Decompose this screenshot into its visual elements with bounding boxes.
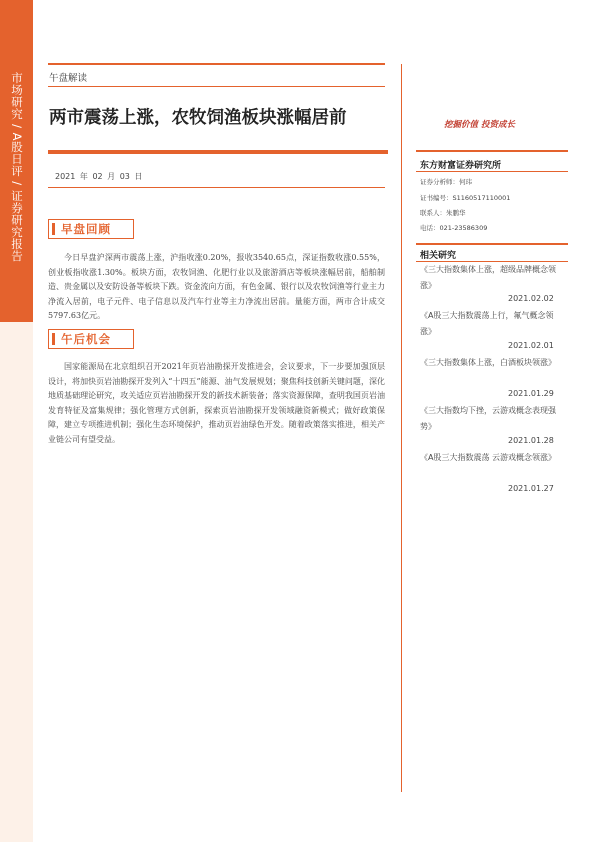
section-heading-morning-review xyxy=(48,219,134,239)
page-title: 两市震荡上涨，农牧饲渔板块涨幅居前 xyxy=(49,108,347,128)
right-rule-related xyxy=(416,243,568,245)
sidebar-banner xyxy=(0,0,33,322)
contact-phone: 电话：021-23586309 xyxy=(420,224,488,232)
section-heading-afternoon-opportunity xyxy=(48,329,134,349)
related-item-date: 2021.01.28 xyxy=(508,436,554,445)
right-rule-top xyxy=(416,150,568,152)
section-heading-text: 早盘回顾 xyxy=(61,222,111,236)
heading-marker xyxy=(52,333,55,345)
research-institute-name: 东方财富证券研究所 xyxy=(420,161,502,171)
related-item-title[interactable]: 《三大指数均下挫，云游戏概念表现强势》 xyxy=(420,406,556,431)
header-rule-bottom xyxy=(48,86,385,87)
date-rule xyxy=(48,187,385,188)
section-heading-text: 午后机会 xyxy=(61,332,111,346)
section-label: 午盘解读 xyxy=(49,73,88,84)
related-item-date: 2021.02.02 xyxy=(508,294,554,303)
column-divider xyxy=(401,64,402,792)
header-rule-top xyxy=(48,63,385,65)
certificate-number: 证书编号：S1160517110001 xyxy=(420,194,511,202)
related-item-title[interactable]: 《A股三大指数震荡上行，氟气概念领涨》 xyxy=(420,311,554,336)
related-item-title[interactable]: 《三大指数集体上涨，超级品牌概念领涨》 xyxy=(420,265,556,290)
report-date: 2021 年 02 月 03 日 xyxy=(55,172,143,181)
analyst-name: 证券分析师：何玮 xyxy=(420,178,472,186)
afternoon-opportunity-body: 国家能源局在北京组织召开2021年页岩油勘探开发推进会，会议要求，下一步要加强顶层设计，将加快页岩油勘探开发列入“十四五”能源、油气发展规划；聚焦科技创新关键问题，深化地质基础理论研究，攻关适应页岩油勘探开发的新技术新装备；落实资源保障，查明我国页岩油发育特征及富集规律；强化管理方式创新，探索页岩油勘探开发领域融资新模式；做好政策保障，建立专项推进机制；强化生态环境保护，推动页岩油绿色开发。随着政策落实推进，相关产业链公司有望受益。 xyxy=(48,362,385,444)
heading-marker xyxy=(52,223,55,235)
slogan: 挖掘价值 投资成长 xyxy=(444,120,515,130)
related-item-title[interactable]: 《A股三大指数震荡 云游戏概念领涨》 xyxy=(420,453,557,462)
sidebar-category-text: 市场研究 / A股日评 / 证券研究报告 xyxy=(10,72,24,262)
contact-person: 联系人：朱鹏华 xyxy=(420,209,466,217)
right-rule xyxy=(416,171,568,172)
related-research-heading: 相关研究 xyxy=(420,251,457,261)
morning-review-body: 今日早盘沪深两市震荡上涨，沪指收涨0.20%，报收3540.65点，深证指数收涨0.55%，创业板指收涨1.30%。板块方面，农牧饲渔、化肥行业以及旅游酒店等板块涨幅居前，船舶制造、贵金属以及安防设备等板块下跌。资金流向方面，有色金属、银行以及农牧饲渔等行业主力净流入居前，电子元件、电子信息以及汽车行业等主力净流出居前。量能方面，两市合计成交5797.63亿元。 xyxy=(48,253,385,320)
related-item-date: 2021.02.01 xyxy=(508,341,554,350)
title-underline xyxy=(48,150,388,154)
related-item-date: 2021.01.29 xyxy=(508,389,554,398)
related-item-title[interactable]: 《三大指数集体上涨，白酒板块领涨》 xyxy=(420,358,556,367)
related-item-date: 2021.01.27 xyxy=(508,484,554,493)
